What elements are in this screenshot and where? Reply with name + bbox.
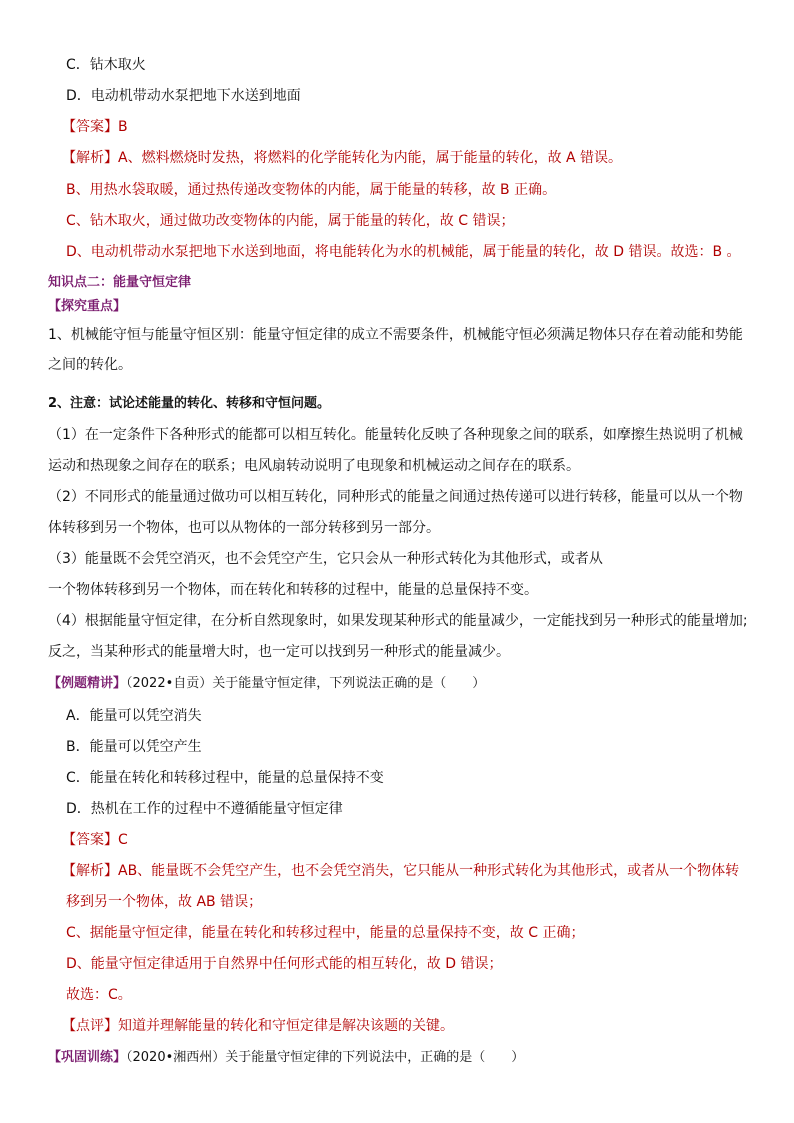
sub4-line2: 反之，当某种形式的能量增大时，也一定可以找到另一种形式的能量减少。	[48, 644, 510, 660]
example-comment	[62, 1016, 454, 1036]
q1-analysis-d: D、电动机带动水泵把地下水送到地面，将电能转化为水的机械能，属于能量的转化，故 D 错误。故选：B 。	[66, 244, 741, 260]
answer-value: C	[118, 832, 128, 848]
point1-line1: 1、机械能守恒与能量守恒区别：能量守恒定律的成立不需要条件，机械能守恒必须满足物体只存在着动能和势能	[48, 327, 743, 343]
q1-analysis-b: B、用热水袋取暖，通过热传递改变物体的内能，属于能量的转移，故 B 正确。	[66, 182, 557, 198]
q1-answer	[62, 117, 128, 137]
example-option-b: B．能量可以凭空产生	[66, 739, 202, 755]
answer-value: B	[118, 119, 128, 135]
sub4-line1: （4）根据能量守恒定律，在分析自然现象时，如果发现某种形式的能量减少，一定能找到另一种形式的能量增加;	[48, 613, 748, 629]
sub2-line1: （2）不同形式的能量通过做功可以相互转化，同种形式的能量之间通过热传递可以进行转移，能量可以从一个物	[48, 489, 743, 505]
example-conclusion: 故选：C。	[66, 987, 132, 1003]
sub3-line1: （3）能量既不会凭空消灭，也不会凭空产生，它只会从一种形式转化为其他形式，或者从	[48, 551, 603, 567]
point1-line2: 之间的转化。	[48, 357, 132, 373]
example-option-d: D．热机在工作的过程中不遵循能量守恒定律	[66, 801, 343, 817]
q1-analysis-a	[62, 148, 622, 168]
q1-option-c: C．钻木取火	[66, 57, 146, 73]
focus-tag: 【探究重点】	[48, 299, 127, 314]
q1-option-d: D．电动机带动水泵把地下水送到地面	[66, 88, 301, 104]
q1-analysis-c: C、钻木取火，通过做功改变物体的内能，属于能量的转化，故 C 错误；	[66, 213, 515, 229]
example-analysis-ab-line2: 移到另一个物体，故 AB 错误；	[66, 894, 263, 910]
comment-text: 知道并理解能量的转化和守恒定律是解决该题的关键。	[118, 1018, 454, 1034]
sub1-line1: （1）在一定条件下各种形式的能都可以相互转化。能量转化反映了各种现象之间的联系，如摩擦生热说明了机械	[48, 427, 743, 443]
example-option-c: C．能量在转化和转移过程中，能量的总量保持不变	[66, 770, 384, 786]
practice-question: （2020•湘西州）关于能量守恒定律的下列说法中，正确的是（ ）	[126, 1050, 525, 1065]
example-analysis-d: D、能量守恒定律适用于自然界中任何形式能的相互转化，故 D 错误；	[66, 956, 503, 972]
analysis-tag: 【解析】	[62, 863, 118, 879]
comment-tag: 【点评】	[62, 1018, 118, 1034]
sub2-line2: 体转移到另一个物体，也可以从物体的一部分转移到另一部分。	[48, 520, 440, 536]
example-analysis-ab-line1	[62, 861, 739, 881]
example-question: （2022•自贡）关于能量守恒定律，下列说法正确的是（ ）	[126, 676, 486, 691]
sub3-line2: 一个物体转移到另一个物体，而在转化和转移的过程中，能量的总量保持不变。	[48, 582, 538, 598]
sub1-line2: 运动和热现象之间存在的联系；电风扇转动说明了电现象和机械运动之间存在的联系。	[48, 458, 580, 474]
example-stem	[48, 674, 485, 694]
analysis-text: AB、能量既不会凭空产生，也不会凭空消失，它只能从一种形式转化为其他形式，或者从一个物体转	[118, 863, 740, 879]
example-tag: 【例题精讲】	[48, 676, 127, 691]
answer-tag: 【答案】	[62, 832, 118, 848]
practice-tag: 【巩固训练】	[48, 1050, 127, 1065]
analysis-tag: 【解析】	[62, 150, 118, 166]
point2-title: 2、注意：试论述能量的转化、转移和守恒问题。	[48, 396, 331, 411]
answer-tag: 【答案】	[62, 119, 118, 135]
knowledge-point-title: 知识点二：能量守恒定律	[48, 275, 192, 290]
example-answer	[62, 830, 128, 850]
example-analysis-c: C、据能量守恒定律，能量在转化和转移过程中，能量的总量保持不变，故 C 正确；	[66, 925, 585, 941]
example-option-a: A．能量可以凭空消失	[66, 708, 202, 724]
analysis-text: A、燃料燃烧时发热，将燃料的化学能转化为内能，属于能量的转化，故 A 错误。	[118, 150, 623, 166]
practice-stem	[48, 1048, 524, 1068]
